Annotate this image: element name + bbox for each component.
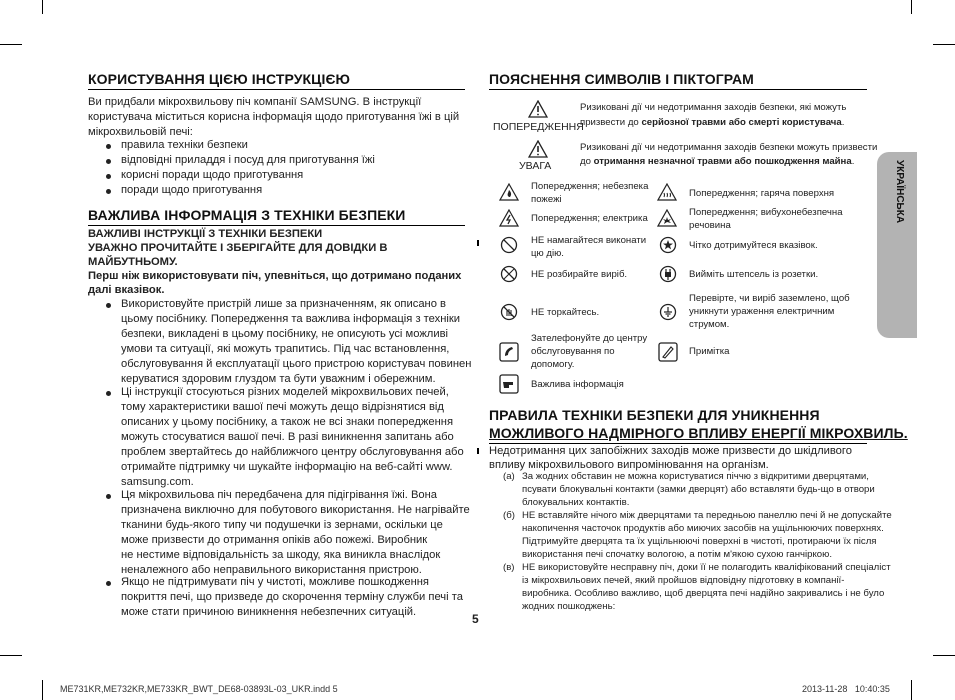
symbol-text: Важлива інформація bbox=[531, 379, 624, 390]
paragraph-line: призначена виключно для побутового використання. Не нагрівайте bbox=[121, 504, 470, 516]
symbol-text: допомогу. bbox=[531, 359, 575, 370]
language-tab-label: УКРАЇНСЬКА bbox=[894, 160, 905, 224]
bullet bbox=[106, 144, 111, 149]
intro-line: мікрохвильовій печі: bbox=[88, 126, 193, 138]
warning-label: ПОПЕРЕДЖЕННЯ bbox=[493, 121, 584, 133]
item-marker: (в) bbox=[503, 562, 515, 573]
warning-text bbox=[580, 116, 844, 130]
item-line: НЕ вставляйте нічого між дверцятами та передньою панеллю печі й не допускайте bbox=[522, 510, 892, 521]
bold-line: УВАЖНО ПРОЧИТАЙТЕ І ЗБЕРІГАЙТЕ ДЛЯ ДОВІДКИ В bbox=[88, 242, 388, 254]
paragraph-line: покриття печі, що призведе до скорочення терміну служби печі та bbox=[121, 591, 463, 603]
symbol-text: обслуговування по bbox=[531, 346, 615, 357]
item-marker: (а) bbox=[503, 471, 515, 482]
symbol-text: цю дію. bbox=[531, 248, 564, 259]
note-icon bbox=[658, 342, 678, 362]
paragraph-line: цьому посібнику. Попередження та важлива інформація з техніки bbox=[121, 313, 461, 325]
bullet bbox=[106, 189, 111, 194]
caution-label: УВАГА bbox=[519, 160, 552, 172]
item-line: НЕ використовуйте несправну піч, доки її не полагодить кваліфікований спеціаліст bbox=[522, 562, 891, 573]
list-item: відповідні приладдя і посуд для приготування їжі bbox=[121, 154, 375, 166]
footer-date: 2013-11-28 10:40:35 bbox=[802, 684, 890, 694]
crop-mark bbox=[933, 44, 955, 45]
paragraph-line: впливу мікрохвильового випромінювання на організм. bbox=[489, 459, 769, 471]
paragraph-line: безпеки, викладені в цьому посібнику, не описують усі можливі bbox=[121, 328, 449, 340]
paragraph-line: керуватися здоровим глуздом та бути уважним і обережним. bbox=[121, 373, 436, 385]
bold-line: МАЙБУТНЬОМУ. bbox=[88, 256, 178, 268]
bullet bbox=[106, 174, 111, 179]
fire-warning-icon bbox=[499, 183, 519, 201]
center-mark bbox=[477, 448, 479, 454]
symbol-text: Примітка bbox=[689, 346, 730, 357]
symbol-text: Попередження; вибухонебезпечна bbox=[689, 207, 843, 218]
divider bbox=[489, 89, 867, 90]
symbol-text: уникнути ураження електричним bbox=[689, 306, 835, 317]
intro-line: користувача міститься корисна інформація щодо приготування їжі в цій bbox=[88, 111, 460, 123]
star-follow-icon bbox=[659, 236, 677, 254]
prohibited-icon bbox=[500, 236, 518, 254]
symbol-text: Чітко дотримуйтеся вказівок. bbox=[689, 240, 818, 251]
symbol-text: Попередження; електрика bbox=[531, 213, 648, 224]
bold-line: Перш ніж використовувати піч, упевніться, що дотримано поданих bbox=[88, 270, 462, 282]
text-span-bold: серйозної травми або смерті користувача bbox=[641, 117, 842, 128]
bullet bbox=[106, 494, 111, 499]
symbol-text: Вийміть штепсель із розетки. bbox=[689, 269, 819, 280]
symbol-text: Перевірте, чи виріб заземлено, щоб bbox=[689, 293, 850, 304]
paragraph-line: отримайте підтримку чи шукайте інформацію на веб-сайті www. bbox=[121, 461, 453, 473]
warning-triangle-icon bbox=[528, 100, 548, 118]
bullet bbox=[106, 581, 111, 586]
paragraph-line: обслуговування й експлуатації цього пристрою користувач повинен bbox=[121, 358, 472, 370]
text-span: призвести до bbox=[580, 117, 642, 128]
paragraph-line: умови та ситуації, які можуть трапитись. Під час встановлення, bbox=[121, 343, 450, 355]
pointing-hand-icon bbox=[499, 374, 519, 394]
paragraph-line: Ці інструкції стосуються різних моделей мікрохвильових печей, bbox=[121, 386, 449, 398]
footer-file: ME731KR,ME732KR,ME733KR_BWT_DE68-03893L-03_UKR.indd 5 bbox=[60, 684, 338, 694]
center-mark bbox=[477, 240, 479, 246]
symbol-text: струмом. bbox=[689, 319, 730, 330]
paragraph-line: Ця мікрохвильова піч передбачена для підігрівання їжі. Вона bbox=[121, 489, 438, 501]
paragraph-line: проблем звертайтесь до найближчого центру обслуговування або bbox=[121, 446, 464, 458]
paragraph-line: описаних у цьому посібнику, а також не всі знаки попередження bbox=[121, 416, 454, 428]
ground-icon bbox=[659, 303, 677, 321]
paragraph-line: тканини будь-якого типу чи подушечки із зернами, оскільки це bbox=[121, 519, 443, 531]
list-item: поради щодо приготування bbox=[121, 184, 263, 196]
paragraph-line: може стати причиною виникнення небезпечних ситуацій. bbox=[121, 606, 417, 618]
item-line: За жодних обставин не можна користуватися піччю з відкритими дверцятами, bbox=[522, 471, 869, 482]
text-span: . bbox=[841, 117, 845, 128]
symbol-text: НЕ торкайтесь. bbox=[531, 307, 600, 318]
crop-mark bbox=[42, 0, 43, 14]
page-number: 5 bbox=[472, 612, 479, 626]
text-span: до bbox=[580, 156, 594, 167]
item-line: псувати блокувальні контакти (замки дверцят) або вставляти будь-що в отвори bbox=[522, 484, 875, 495]
paragraph-line: можуть стосуватися вашої печі. В разі виникнення запитань або bbox=[121, 431, 454, 443]
no-touch-icon bbox=[500, 303, 518, 321]
hot-surface-icon bbox=[657, 183, 677, 201]
bullet bbox=[106, 159, 111, 164]
symbol-text: пожежі bbox=[531, 194, 562, 205]
symbol-text: речовина bbox=[689, 220, 731, 231]
symbol-text: Попередження; гаряча поверхня bbox=[689, 188, 835, 199]
crop-mark bbox=[0, 655, 22, 656]
phone-icon bbox=[499, 342, 519, 362]
paragraph-line: Використовуйте пристрій лише за призначенням, як описано в bbox=[121, 298, 447, 310]
symbol-text: Зателефонуйте до центру bbox=[531, 333, 648, 344]
crop-mark bbox=[911, 680, 912, 700]
crop-mark bbox=[911, 0, 912, 14]
text-span-bold: отримання незначної травми або пошкодження майна bbox=[593, 156, 852, 167]
item-line: блокувальних контактів. bbox=[522, 497, 630, 508]
paragraph-line: samsung.com. bbox=[121, 476, 194, 488]
list-item: правила техніки безпеки bbox=[121, 139, 248, 151]
electric-warning-icon bbox=[499, 209, 519, 227]
caution-text: Ризиковані дії чи недотримання заходів безпеки можуть призвести bbox=[580, 142, 878, 153]
item-line: жодних пошкоджень: bbox=[522, 601, 616, 612]
crop-mark bbox=[42, 680, 43, 700]
symbol-text: НЕ розбирайте виріб. bbox=[531, 269, 628, 280]
divider bbox=[88, 89, 465, 90]
symbol-text: Попередження; небезпека bbox=[531, 181, 649, 192]
unplug-icon bbox=[659, 265, 677, 283]
section-title-microwave: ПРАВИЛА ТЕХНІКИ БЕЗПЕКИ ДЛЯ УНИКНЕННЯ bbox=[489, 407, 820, 423]
section-title-safety: ВАЖЛИВА ІНФОРМАЦІЯ З ТЕХНІКИ БЕЗПЕКИ bbox=[88, 207, 406, 223]
divider bbox=[88, 225, 465, 226]
caution-triangle-icon bbox=[528, 140, 548, 158]
bullet bbox=[106, 391, 111, 396]
item-line: виробника. Особливо важливо, щоб дверцята печі надійно закривались і не було bbox=[522, 588, 885, 599]
paragraph-line: тому характеристики вашої печі можуть дещо відрізнятися від bbox=[121, 401, 444, 413]
item-line: із мікрохвильових печей, який пройшов відповідну підготовку в компанії- bbox=[522, 575, 845, 586]
bold-line: ВАЖЛИВІ ІНСТРУКЦІЇ З ТЕХНІКИ БЕЗПЕКИ bbox=[88, 228, 323, 240]
section-title-symbols: ПОЯСНЕННЯ СИМВОЛІВ І ПІКТОГРАМ bbox=[489, 71, 754, 87]
warning-text: Ризиковані дії чи недотримання заходів безпеки, які можуть bbox=[580, 102, 847, 113]
paragraph-line: неналежного або неправильного використання пристрою. bbox=[121, 564, 422, 576]
section-title-microwave: МОЖЛИВОГО НАДМІРНОГО ВПЛИВУ ЕНЕРГІЇ МІКРОХВИЛЬ. bbox=[489, 425, 908, 441]
crop-mark bbox=[933, 655, 955, 656]
section-title-usage: КОРИСТУВАННЯ ЦІЄЮ ІНСТРУКЦІЄЮ bbox=[88, 71, 351, 87]
bullet bbox=[106, 303, 111, 308]
bold-line: далі вказівок. bbox=[88, 284, 165, 296]
paragraph-line: Недотримання цих запобіжних заходів може призвести до шкідливого bbox=[489, 445, 852, 457]
paragraph-line: може призвести до отримання опіків або пожежі. Виробник bbox=[121, 534, 428, 546]
item-marker: (б) bbox=[503, 510, 515, 521]
item-line: накопичення часточок продуктів або миючих засобів на ущільнюючих поверхнях. bbox=[522, 523, 884, 534]
text-span: . bbox=[851, 156, 855, 167]
paragraph-line: Якщо не підтримувати піч у чистоті, можливе пошкодження bbox=[121, 576, 429, 588]
explosive-warning-icon bbox=[657, 209, 677, 227]
intro-line: Ви придбали мікрохвильову піч компанії SAMSUNG. В інструкції bbox=[88, 96, 422, 108]
symbol-text: НЕ намагайтеся виконати bbox=[531, 235, 647, 246]
list-item: корисні поради щодо приготування bbox=[121, 169, 304, 181]
paragraph-line: не нестиме відповідальність за шкоду, яка виникла внаслідок bbox=[121, 549, 441, 561]
caution-text bbox=[580, 155, 854, 169]
item-line: використання печі спочатку вологою, а потім м'якою сухою ганчіркою. bbox=[522, 549, 832, 560]
no-disassemble-icon bbox=[500, 265, 518, 283]
item-line: Підтримуйте дверцята та їх ущільнюючі поверхні в чистоті, протираючи їх після bbox=[522, 536, 877, 547]
crop-mark bbox=[0, 44, 22, 45]
